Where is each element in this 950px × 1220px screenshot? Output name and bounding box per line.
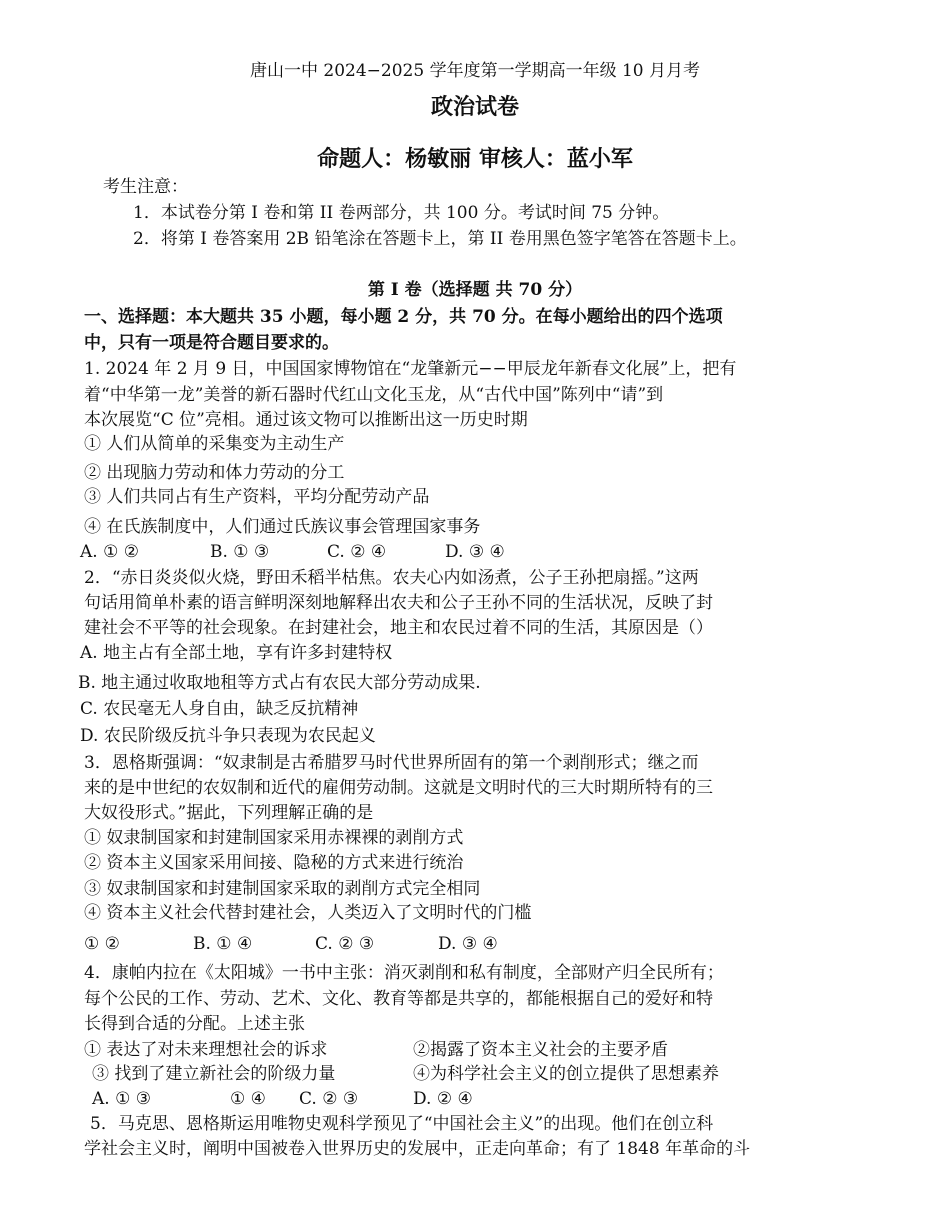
q1-option-d[interactable]: D. ③ ④ xyxy=(445,542,505,562)
notice-label: 考生注意： xyxy=(103,177,188,197)
q1-option-c[interactable]: C. ② ④ xyxy=(327,542,387,562)
q1-option-a[interactable]: A. ① ② xyxy=(80,542,139,562)
part1-title: 第 I 卷（选择题 共 70 分） xyxy=(367,280,583,300)
q4-item-1: ① 表达了对未来理想社会的诉求 xyxy=(84,1040,328,1060)
q2-option-b[interactable]: B. 地主通过收取地租等方式占有农民大部分劳动成果. xyxy=(78,673,481,693)
q4-option-b[interactable]: ① ④ xyxy=(230,1089,266,1109)
q4-item-3: ③ 找到了建立新社会的阶级力量 xyxy=(92,1064,336,1084)
q2-option-a[interactable]: A. 地主占有全部土地，享有许多封建特权 xyxy=(80,643,393,663)
q1-stem-line-2: 着“中华第一龙”美誉的新石器时代红山文化玉龙，从“古代中国”陈列中“请”到 xyxy=(84,385,664,405)
q1-stem-line-3: 本次展览“C 位”亮相。通过该文物可以推断出这一历史时期 xyxy=(84,410,528,430)
q3-item-3: ③ 奴隶制国家和封建制国家采取的剥削方式完全相同 xyxy=(84,879,481,899)
q2-option-c[interactable]: C. 农民毫无人身自由，缺乏反抗精神 xyxy=(80,699,359,719)
q4-stem-line-1: 4．康帕内拉在《太阳城》一书中主张：消灭剥削和私有制度，全部财产归全民所有； xyxy=(84,963,724,983)
q1-option-b[interactable]: B. ① ③ xyxy=(210,542,270,562)
q4-stem-line-2: 每个公民的工作、劳动、艺术、文化、教育等都是共享的，都能根据自己的爱好和特 xyxy=(84,989,713,1009)
q4-item-4: ④为科学社会主义的创立提供了思想素养 xyxy=(413,1064,719,1084)
q3-item-2: ② 资本主义国家采用间接、隐秘的方式来进行统治 xyxy=(84,853,464,873)
q1-item-2: ② 出现脑力劳动和体力劳动的分工 xyxy=(84,463,345,483)
notice-item-2: 2．将第 I 卷答案用 2B 铅笔涂在答题卡上，第 II 卷用黑色签字笔答在答题卡上。 xyxy=(133,229,747,249)
q3-stem-line-3: 大奴役形式。”据此，下列理解正确的是 xyxy=(84,803,374,823)
q4-option-c[interactable]: C. ② ③ xyxy=(299,1089,359,1109)
q5-stem-line-2: 学社会主义时，阐明中国被卷入世界历史的发展中，正走向革命；有了 1848 年革命的斗 xyxy=(84,1139,751,1159)
part1-instruction-line-1: 一、选择题：本大题共 35 小题，每小题 2 分，共 70 分。在每小题给出的四个选项 xyxy=(84,307,723,327)
q2-stem-line-1: 2．“赤日炎炎似火烧，野田禾稻半枯焦。农夫心内如汤煮，公子王孙把扇摇。”这两 xyxy=(84,568,699,588)
q4-stem-line-3: 长得到合适的分配。上述主张 xyxy=(84,1014,305,1034)
q3-item-4: ④ 资本主义社会代替封建社会，人类迈入了文明时代的门槛 xyxy=(84,903,532,923)
part1-instruction-line-2: 中，只有一项是符合题目要求的。 xyxy=(84,333,339,353)
q2-stem-line-3: 建社会不平等的社会现象。在封建社会，地主和农民过着不同的生活，其原因是（） xyxy=(84,618,713,638)
authors-line: 命题人：杨敏丽 审核人：蓝小军 xyxy=(317,146,633,172)
q3-stem-line-1: 3．恩格斯强调：“奴隶制是古希腊罗马时代世界所固有的第一个剥削形式；继之而 xyxy=(84,753,699,773)
q1-stem-line-1: 1. 2024 年 2 月 9 日，中国国家博物馆在“龙肇新元−−甲辰龙年新春文化展”上，把有 xyxy=(84,359,737,379)
q4-option-a[interactable]: A. ① ③ xyxy=(92,1089,151,1109)
q1-item-3: ③ 人们共同占有生产资料，平均分配劳动产品 xyxy=(84,487,430,507)
school-line: 唐山一中 2024−2025 学年度第一学期高一年级 10 月月考 xyxy=(249,61,701,81)
q1-item-1: ① 人们从简单的采集变为主动生产 xyxy=(84,434,345,454)
q2-stem-line-2: 句话用简单朴素的语言鲜明深刻地解释出农夫和公子王孙不同的生活状况，反映了封 xyxy=(84,593,713,613)
q2-option-d[interactable]: D. 农民阶级反抗斗争只表现为农民起义 xyxy=(80,726,376,746)
q4-option-d[interactable]: D. ② ④ xyxy=(413,1089,473,1109)
q1-item-4: ④ 在氏族制度中，人们通过氏族议事会管理国家事务 xyxy=(84,517,481,537)
q3-item-1: ① 奴隶制国家和封建制国家采用赤裸裸的剥削方式 xyxy=(84,828,464,848)
notice-item-1: 1．本试卷分第 I 卷和第 II 卷两部分，共 100 分。考试时间 75 分钟。 xyxy=(133,203,670,223)
q4-item-2: ②揭露了资本主义社会的主要矛盾 xyxy=(413,1040,668,1060)
q3-option-b[interactable]: B. ① ④ xyxy=(193,934,253,954)
q3-option-d[interactable]: D. ③ ④ xyxy=(438,934,498,954)
q3-option-c[interactable]: C. ② ③ xyxy=(315,934,375,954)
q3-option-a[interactable]: ① ② xyxy=(84,934,120,954)
q5-stem-line-1: 5．马克思、恩格斯运用唯物史观科学预见了“中国社会主义”的出现。他们在创立科 xyxy=(90,1114,714,1134)
q3-stem-line-2: 来的是中世纪的农奴制和近代的雇佣劳动制。这就是文明时代的三大时期所特有的三 xyxy=(84,778,713,798)
subject-title: 政治试卷 xyxy=(430,94,519,120)
